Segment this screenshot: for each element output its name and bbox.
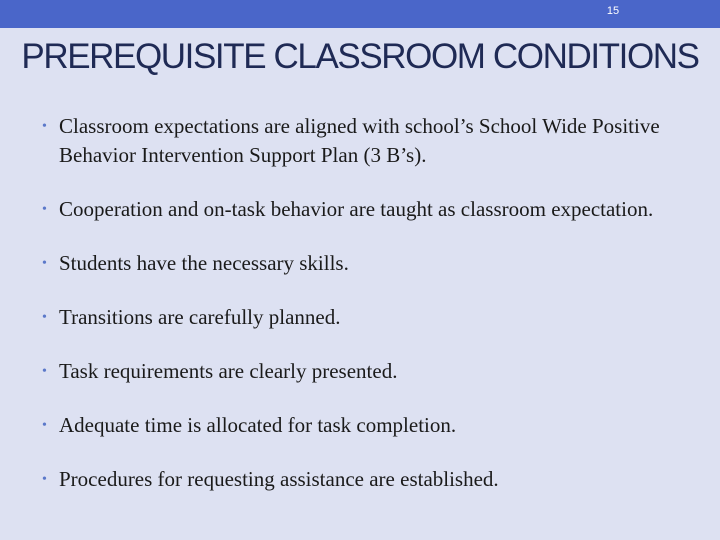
bullet-text: Cooperation and on-task behavior are taught as classroom expectation.	[59, 197, 654, 221]
bullet-text: Classroom expectations are aligned with school’s School Wide Positive Behavior Intervention Support Plan (3 B’s).	[59, 114, 660, 167]
bullet-text: Transitions are carefully planned.	[59, 305, 341, 329]
slide-number: 15	[606, 5, 620, 17]
slide-header-bar	[0, 0, 720, 28]
bullet-item	[42, 465, 682, 494]
bullet-icon: •	[42, 310, 47, 325]
bullet-icon: •	[42, 418, 47, 433]
bullet-icon: •	[42, 202, 47, 217]
bullet-text: Procedures for requesting assistance are established.	[59, 467, 499, 491]
bullet-item	[42, 195, 682, 224]
bullet-item	[42, 249, 682, 278]
bullet-text: Students have the necessary skills.	[59, 251, 349, 275]
bullet-text: Task requirements are clearly presented.	[59, 359, 398, 383]
bullet-item	[42, 357, 682, 386]
bullet-icon: •	[42, 119, 47, 134]
bullet-icon: •	[42, 364, 47, 379]
bullet-list	[42, 112, 682, 519]
slide-title: PREREQUISITE CLASSROOM CONDITIONS	[21, 37, 699, 76]
bullet-item	[42, 112, 682, 170]
bullet-icon: •	[42, 472, 47, 487]
bullet-item	[42, 411, 682, 440]
bullet-icon: •	[42, 256, 47, 271]
bullet-item	[42, 303, 682, 332]
bullet-text: Adequate time is allocated for task completion.	[59, 413, 457, 437]
